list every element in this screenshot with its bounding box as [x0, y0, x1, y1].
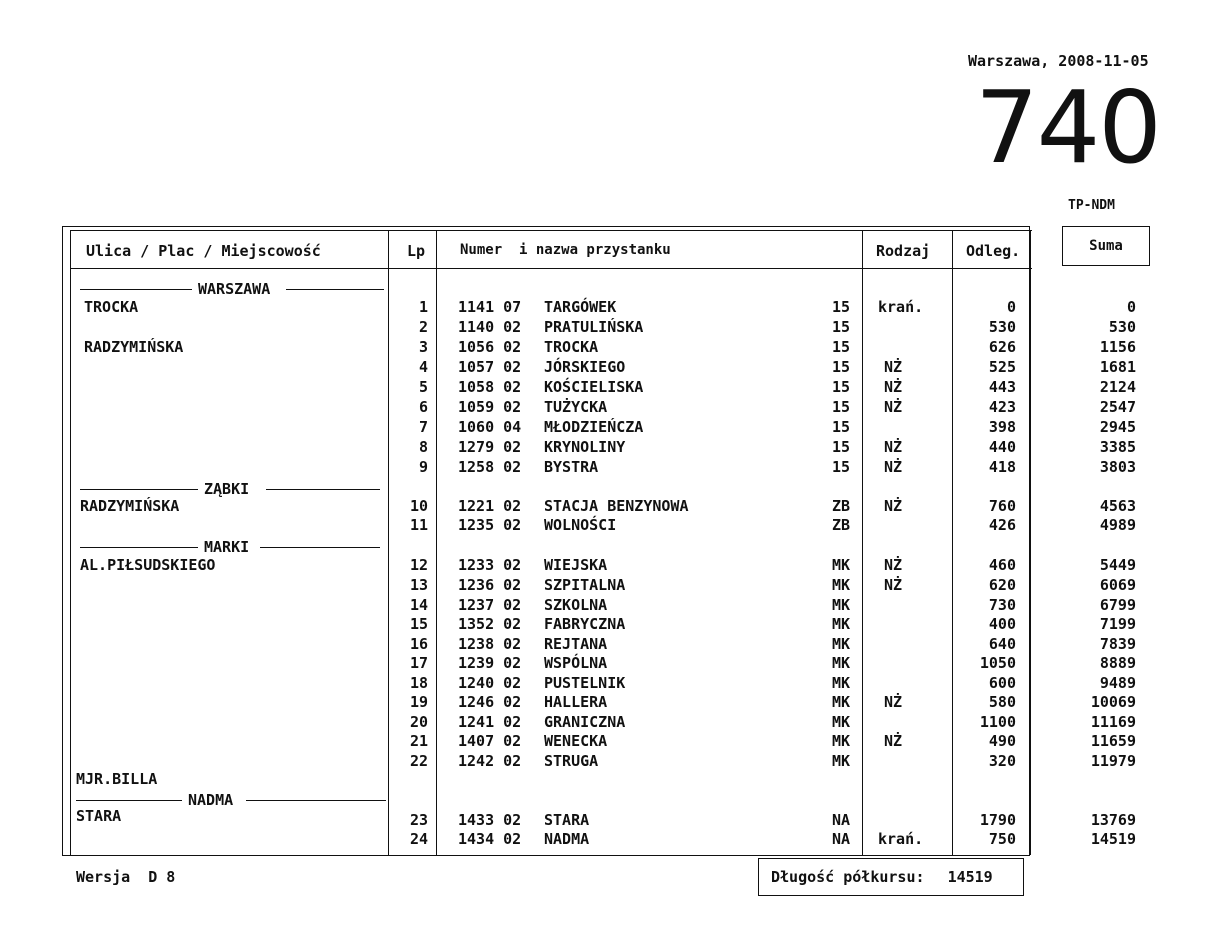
- stop-number: 1433 02: [458, 811, 522, 829]
- stop-number: 1059 02: [458, 398, 522, 416]
- header-stop: Numer i nazwa przystanku: [460, 242, 671, 258]
- stop-number: 1242 02: [458, 752, 522, 770]
- stop-type: NŻ: [884, 358, 903, 376]
- stop-name: STRUGA: [544, 752, 599, 770]
- stop-distance: 750: [988, 830, 1016, 848]
- section-rule: [266, 489, 380, 490]
- stop-lp: 23: [409, 811, 428, 829]
- stop-distance: 580: [988, 693, 1016, 711]
- stop-sum: 0: [1126, 298, 1136, 316]
- stop-zone: MK: [831, 693, 850, 711]
- stop-number: 1239 02: [458, 654, 522, 672]
- stop-number: 1058 02: [458, 378, 522, 396]
- street-name: AL.PIŁSUDSKIEGO: [80, 556, 216, 574]
- stop-sum: 8889: [1099, 654, 1136, 672]
- stop-name: WENECKA: [544, 732, 608, 750]
- stop-zone: MK: [831, 732, 850, 750]
- stop-lp: 5: [418, 378, 428, 396]
- stop-lp: 2: [418, 318, 428, 336]
- stop-name: WIEJSKA: [544, 556, 608, 574]
- route-length-box: [758, 858, 1024, 896]
- section-rule: [80, 289, 192, 290]
- stop-zone: MK: [831, 713, 850, 731]
- stop-name: TROCKA: [544, 338, 599, 356]
- stop-sum: 2945: [1099, 418, 1136, 436]
- stop-zone: 15: [831, 378, 850, 396]
- stop-type: NŻ: [884, 438, 903, 456]
- stop-number: 1236 02: [458, 576, 522, 594]
- stop-lp: 19: [409, 693, 428, 711]
- stop-sum: 11979: [1090, 752, 1136, 770]
- stop-number: 1235 02: [458, 516, 522, 534]
- stop-number: 1237 02: [458, 596, 522, 614]
- header-divider: [70, 268, 1032, 269]
- stop-name: TARGÓWEK: [544, 298, 617, 316]
- stop-number: 1141 07: [458, 298, 522, 316]
- stop-name: PRATULIŃSKA: [544, 318, 644, 336]
- stop-sum: 1156: [1099, 338, 1136, 356]
- section-warszawa: WARSZAWA: [198, 280, 271, 298]
- stop-number: 1407 02: [458, 732, 522, 750]
- stop-distance: 426: [988, 516, 1016, 534]
- stop-zone: 15: [831, 398, 850, 416]
- stop-distance: 525: [988, 358, 1016, 376]
- stop-type: krań.: [878, 298, 924, 316]
- stop-zone: NA: [831, 830, 850, 848]
- stop-zone: MK: [831, 635, 850, 653]
- stop-distance: 400: [988, 615, 1016, 633]
- stop-name: TUŻYCKA: [544, 398, 608, 416]
- stop-sum: 3803: [1099, 458, 1136, 476]
- stop-name: MŁODZIEŃCZA: [544, 418, 644, 436]
- stop-name: KOŚCIELISKA: [544, 378, 644, 396]
- street-name: TROCKA: [84, 298, 139, 316]
- stop-distance: 460: [988, 556, 1016, 574]
- stop-zone: NA: [831, 811, 850, 829]
- stop-zone: MK: [831, 576, 850, 594]
- stop-distance: 320: [988, 752, 1016, 770]
- stop-number: 1233 02: [458, 556, 522, 574]
- stop-lp: 17: [409, 654, 428, 672]
- stop-zone: 15: [831, 318, 850, 336]
- stop-lp: 13: [409, 576, 428, 594]
- stop-number: 1246 02: [458, 693, 522, 711]
- stop-lp: 10: [409, 497, 428, 515]
- header-type: Rodzaj: [876, 242, 931, 260]
- stop-number: 1240 02: [458, 674, 522, 692]
- stop-sum: 4563: [1099, 497, 1136, 515]
- section-rule: [286, 289, 384, 290]
- stop-zone: MK: [831, 615, 850, 633]
- stop-sum: 6799: [1099, 596, 1136, 614]
- table-left-line: [70, 230, 71, 855]
- stop-type: NŻ: [884, 497, 903, 515]
- stop-lp: 21: [409, 732, 428, 750]
- stop-number: 1060 04: [458, 418, 522, 436]
- stop-lp: 8: [418, 438, 428, 456]
- divider-lp: [388, 230, 389, 855]
- line-number: 740: [975, 69, 1160, 186]
- stop-lp: 12: [409, 556, 428, 574]
- stop-distance: 0: [1006, 298, 1016, 316]
- stop-number: 1238 02: [458, 635, 522, 653]
- stop-zone: ZB: [831, 516, 850, 534]
- stop-number: 1057 02: [458, 358, 522, 376]
- stop-zone: MK: [831, 752, 850, 770]
- street-name: RADZYMIŃSKA: [80, 497, 180, 515]
- stop-sum: 6069: [1099, 576, 1136, 594]
- stop-number: 1056 02: [458, 338, 522, 356]
- stop-zone: 15: [831, 418, 850, 436]
- header-distance: Odleg.: [966, 242, 1021, 260]
- stop-lp: 16: [409, 635, 428, 653]
- stop-distance: 620: [988, 576, 1016, 594]
- stop-number: 1221 02: [458, 497, 522, 515]
- stop-number: 1434 02: [458, 830, 522, 848]
- stop-sum: 530: [1108, 318, 1136, 336]
- stop-name: WSPÓLNA: [544, 654, 608, 672]
- stop-zone: 15: [831, 358, 850, 376]
- stop-name: BYSTRA: [544, 458, 599, 476]
- stop-sum: 3385: [1099, 438, 1136, 456]
- table-top-line: [70, 230, 1032, 231]
- stop-distance: 1790: [979, 811, 1016, 829]
- stop-zone: ZB: [831, 497, 850, 515]
- stop-distance: 760: [988, 497, 1016, 515]
- street-name: RADZYMIŃSKA: [84, 338, 184, 356]
- stop-distance: 440: [988, 438, 1016, 456]
- stop-type: NŻ: [884, 693, 903, 711]
- stop-zone: MK: [831, 556, 850, 574]
- stop-name: SZKOLNA: [544, 596, 608, 614]
- stop-number: 1279 02: [458, 438, 522, 456]
- route-length-value: 14519: [947, 868, 993, 886]
- header-sum: Suma: [1062, 226, 1150, 266]
- divider-type: [862, 230, 863, 855]
- stop-distance: 398: [988, 418, 1016, 436]
- stop-zone: 15: [831, 298, 850, 316]
- section-nadma: NADMA: [188, 791, 234, 809]
- stop-lp: 7: [418, 418, 428, 436]
- section-rule: [80, 547, 198, 548]
- stop-distance: 730: [988, 596, 1016, 614]
- stop-number: 1140 02: [458, 318, 522, 336]
- stop-name: JÓRSKIEGO: [544, 358, 626, 376]
- stop-lp: 4: [418, 358, 428, 376]
- stop-zone: 15: [831, 338, 850, 356]
- stop-type: NŻ: [884, 398, 903, 416]
- stop-number: 1241 02: [458, 713, 522, 731]
- stop-type: NŻ: [884, 458, 903, 476]
- stop-sum: 7839: [1099, 635, 1136, 653]
- stop-sum: 13769: [1090, 811, 1136, 829]
- stop-type: krań.: [878, 830, 924, 848]
- stop-name: NADMA: [544, 830, 590, 848]
- stop-zone: MK: [831, 674, 850, 692]
- stop-zone: MK: [831, 654, 850, 672]
- stop-zone: 15: [831, 438, 850, 456]
- section-rule: [76, 800, 182, 801]
- header-lp: Lp: [406, 242, 426, 260]
- stop-lp: 1: [418, 298, 428, 316]
- stop-distance: 1050: [979, 654, 1016, 672]
- stop-name: HALLERA: [544, 693, 608, 711]
- stop-type: NŻ: [884, 378, 903, 396]
- stop-distance: 418: [988, 458, 1016, 476]
- version-label: Wersja D 8: [76, 868, 176, 886]
- stop-name: GRANICZNA: [544, 713, 626, 731]
- route-code: TP-NDM: [1068, 198, 1115, 213]
- section-rule: [260, 547, 380, 548]
- stop-name: SZPITALNA: [544, 576, 626, 594]
- stop-sum: 11659: [1090, 732, 1136, 750]
- stop-distance: 626: [988, 338, 1016, 356]
- stop-number: 1258 02: [458, 458, 522, 476]
- stop-sum: 11169: [1090, 713, 1136, 731]
- stop-distance: 1100: [979, 713, 1016, 731]
- stop-number: 1352 02: [458, 615, 522, 633]
- stop-sum: 10069: [1090, 693, 1136, 711]
- stop-sum: 9489: [1099, 674, 1136, 692]
- stop-distance: 530: [988, 318, 1016, 336]
- stop-name: PUSTELNIK: [544, 674, 626, 692]
- divider-stop: [436, 230, 437, 855]
- stop-zone: MK: [831, 596, 850, 614]
- stop-lp: 11: [409, 516, 428, 534]
- table-right-line: [1030, 230, 1031, 855]
- header-street: Ulica / Plac / Miejscowość: [86, 242, 321, 260]
- stop-sum: 2547: [1099, 398, 1136, 416]
- street-name: MJR.BILLA: [76, 770, 158, 788]
- stop-sum: 1681: [1099, 358, 1136, 376]
- stop-distance: 423: [988, 398, 1016, 416]
- section-rule: [246, 800, 386, 801]
- stop-type: NŻ: [884, 576, 903, 594]
- stop-type: NŻ: [884, 556, 903, 574]
- stop-name: STACJA BENZYNOWA: [544, 497, 689, 515]
- stop-lp: 14: [409, 596, 428, 614]
- stop-lp: 6: [418, 398, 428, 416]
- stop-zone: 15: [831, 458, 850, 476]
- stop-distance: 490: [988, 732, 1016, 750]
- section-rule: [80, 489, 198, 490]
- stop-sum: 7199: [1099, 615, 1136, 633]
- stop-lp: 15: [409, 615, 428, 633]
- stop-type: NŻ: [884, 732, 903, 750]
- stop-lp: 3: [418, 338, 428, 356]
- stop-sum: 2124: [1099, 378, 1136, 396]
- stop-lp: 9: [418, 458, 428, 476]
- stop-name: WOLNOŚCI: [544, 516, 617, 534]
- stop-name: REJTANA: [544, 635, 608, 653]
- section-zabki: ZĄBKI: [204, 480, 250, 498]
- stop-distance: 640: [988, 635, 1016, 653]
- stop-sum: 4989: [1099, 516, 1136, 534]
- stop-lp: 18: [409, 674, 428, 692]
- stop-lp: 22: [409, 752, 428, 770]
- section-marki: MARKI: [204, 538, 250, 556]
- street-name: STARA: [76, 807, 122, 825]
- stop-lp: 20: [409, 713, 428, 731]
- stop-distance: 443: [988, 378, 1016, 396]
- date: Warszawa, 2008-11-05: [968, 52, 1149, 70]
- stop-lp: 24: [409, 830, 428, 848]
- route-length-label: Długość półkursu:: [771, 868, 925, 886]
- stop-name: KRYNOLINY: [544, 438, 626, 456]
- stop-sum: 5449: [1099, 556, 1136, 574]
- stop-name: FABRYCZNA: [544, 615, 626, 633]
- stop-distance: 600: [988, 674, 1016, 692]
- stop-name: STARA: [544, 811, 590, 829]
- stop-sum: 14519: [1090, 830, 1136, 848]
